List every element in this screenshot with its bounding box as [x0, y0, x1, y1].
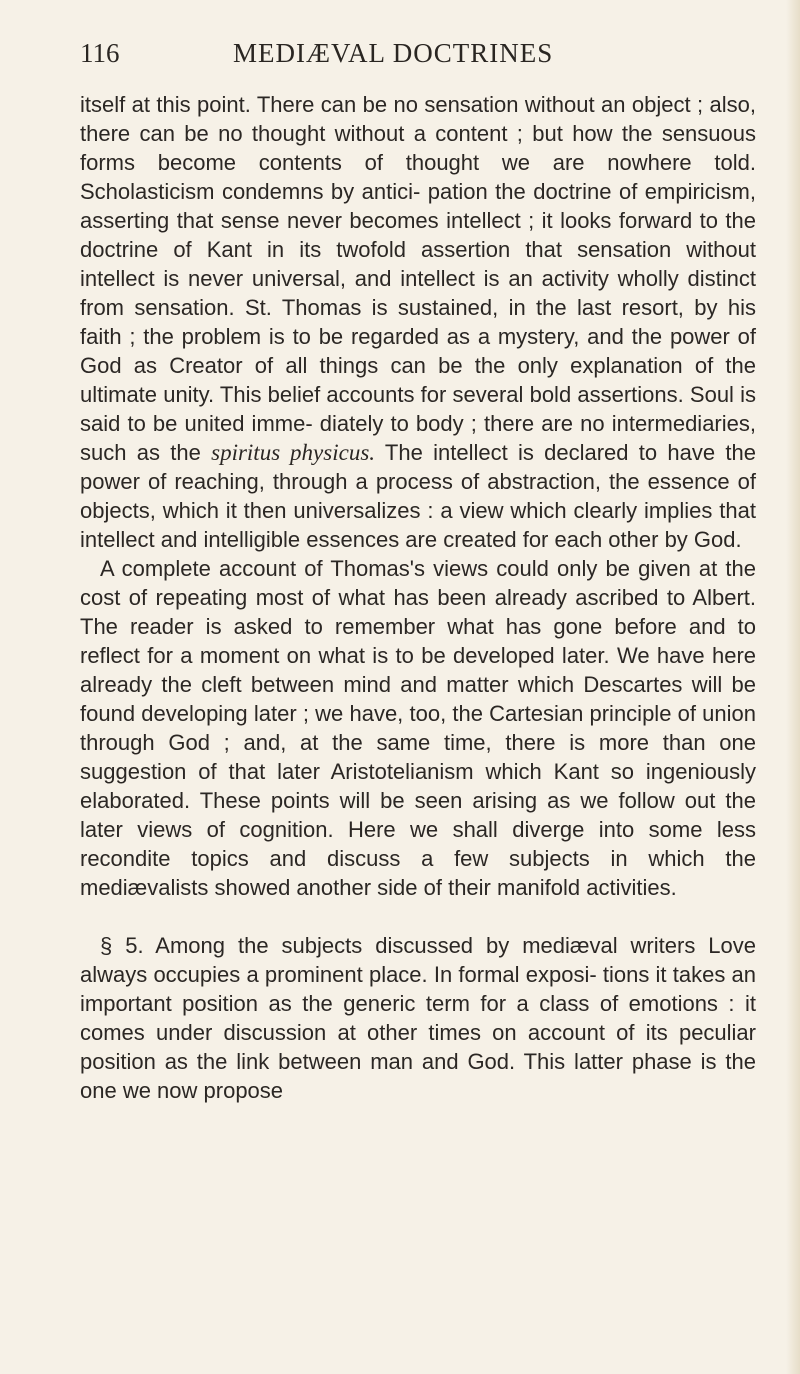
page-number: 116 — [80, 38, 120, 68]
body-text — [80, 90, 756, 1105]
italic-term: spiritus physicus. — [211, 440, 376, 465]
paragraph-section-5: § 5. Among the subjects discussed by mediæval writers Love always occupies a prominent place. In formal exposi- tions it takes an important position as the generic term for a class of emotions : it comes under discussion at other times on account of its peculiar position as the link between man and God. This latter phase is the one we now propose — [80, 933, 756, 1103]
page-header — [80, 38, 756, 78]
paragraph-continuation — [80, 90, 756, 554]
paragraph-text: itself at this point. There can be no sensation without an object ; also, there can be no thought without a content ; but how the sensuous forms become contents of thought we are nowhere told. Scholasticism condemns by antici- pation the doctrine of empiricism, asserting that sense never becomes intellect ; it looks forward to the doctrine of Kant in its twofold assertion that sensation without intellect is never universal, and intellect is an activity wholly distinct from sensation. St. Thomas is sustained, in the last resort, by his faith ; the problem is to be regarded as a mystery, and the power of God as Creator of all things can be the only explanation of the ultimate unity. This belief accounts for several bold assertions. Soul is said to be united imme- diately to body ; there are no intermediaries, such as the — [80, 92, 756, 465]
running-title: MEDIÆVAL DOCTRINES — [233, 38, 554, 68]
paragraph-text: The intellect is declared to have the power of reaching, through a process of abstraction, the essence of objects, which it then universalizes : a view which clearly implies that intellect and intelligible essences are created for each other by God. — [80, 440, 756, 552]
paragraph-thomas-views: A complete account of Thomas's views could only be given at the cost of repeating most of what has been already ascribed to Albert. The reader is asked to remember what has gone before and to reflect for a moment on what is to be developed later. We have here already the cleft between mind and matter which Descartes will be found developing later ; we have, too, the Cartesian principle of union through God ; and, at the same time, there is more than one suggestion of that later Aristotelianism which Kant so ingeniously elaborated. These points will be seen arising as we follow out the later views of cognition. Here we shall diverge into some less recondite topics and discuss a few subjects in which the mediævalists showed another side of their manifold activities. — [80, 556, 756, 900]
